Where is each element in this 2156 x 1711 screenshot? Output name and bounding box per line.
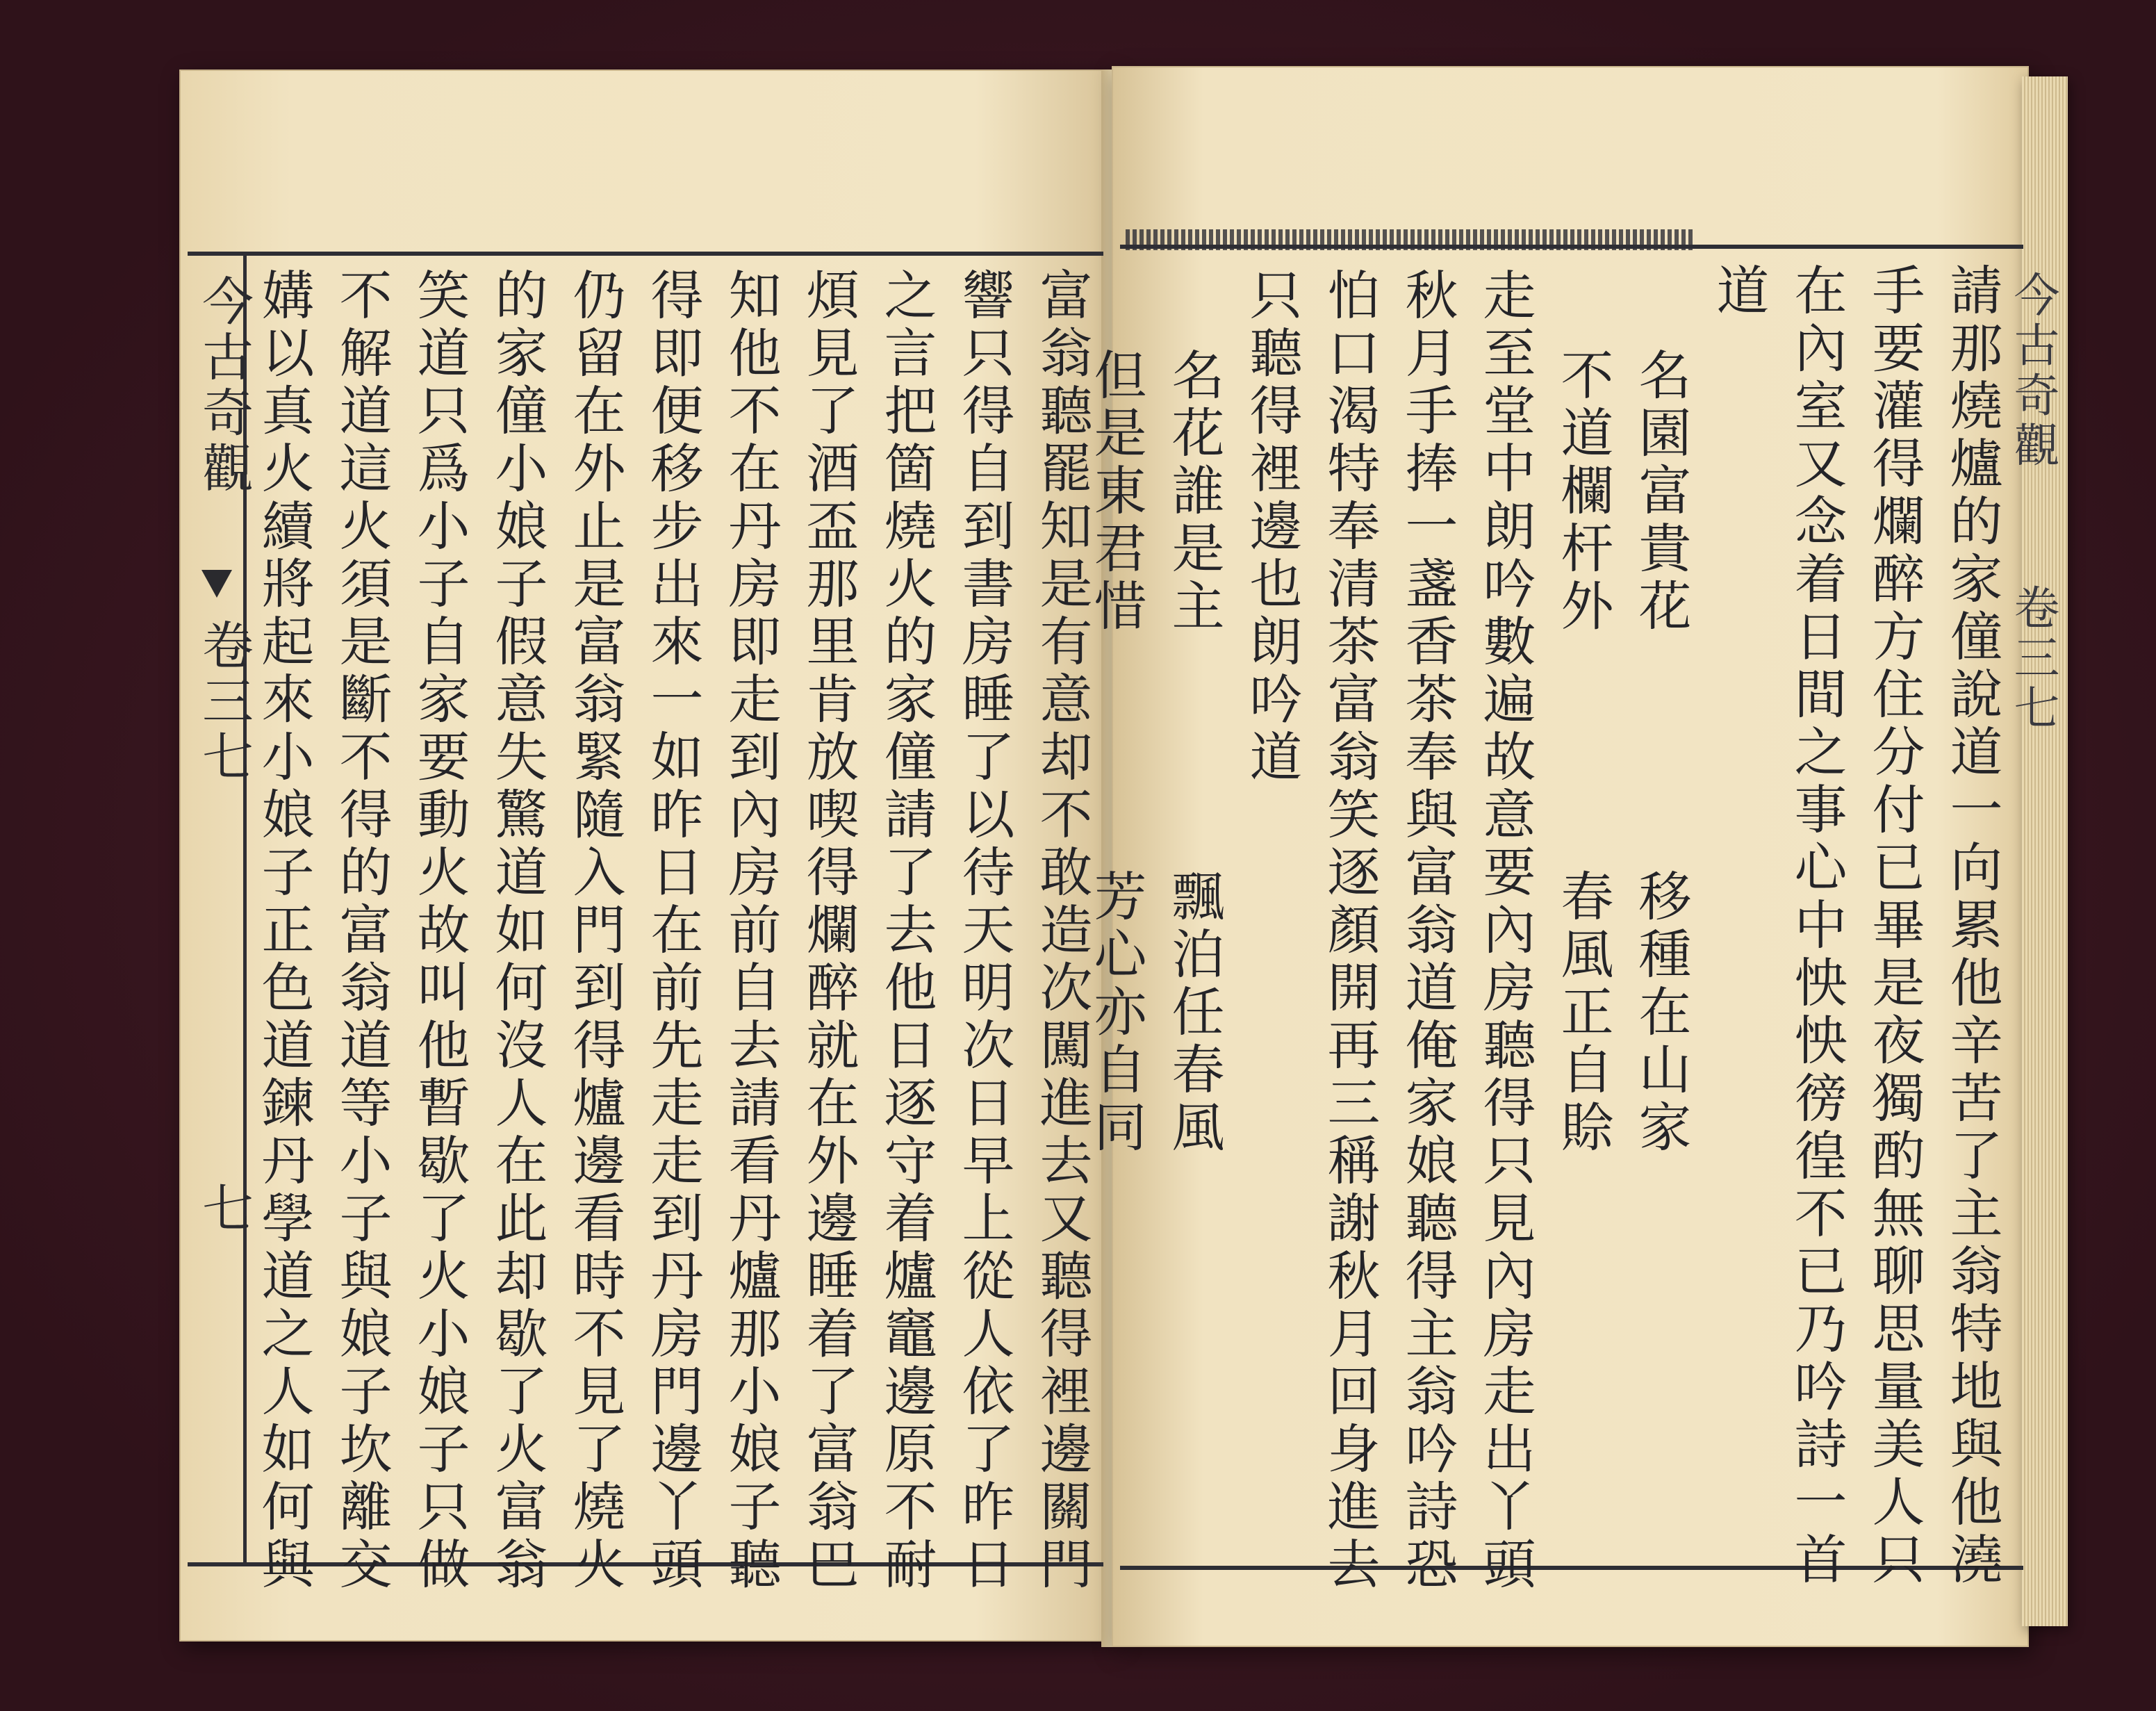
poem-line: 名花誰是主 <box>1163 347 1225 636</box>
poem-line: 但是東君惜 <box>1085 347 1147 636</box>
text-column: 煩見了酒盃那里肯放喫得爛醉就在外邊睡着了富翁巴 <box>798 268 859 1594</box>
poem-line: 不道欄杆外 <box>1552 347 1614 636</box>
text-column: 之言把箇燒火的家僮請了去他日逐守着爐竈邊原不耐 <box>875 268 937 1594</box>
left-margin-volume: 卷三七 <box>194 619 254 785</box>
poem-line: 春風正自賒 <box>1552 869 1614 1157</box>
text-column: 的家僮小娘子假意失驚道如何沒人在此却歇了火富翁 <box>486 268 548 1594</box>
right-margin-volume: 卷三七 <box>2006 584 2059 734</box>
text-column: 怕口渴特奉清茶富翁笑逐顏開再三稱謝秋月回身進去 <box>1319 268 1381 1594</box>
text-column: 仍留在外止是富翁緊隨入門到得爐邊看時不見了燒火 <box>564 268 626 1594</box>
poem-line: 飄泊任春風 <box>1163 869 1225 1157</box>
text-column: 媾以真火續將起來小娘子正色道鍊丹學道之人如何與 <box>253 268 315 1594</box>
text-column: 知他不在丹房即走到內房前自去請看丹爐那小娘子聽 <box>720 268 782 1594</box>
poem-line: 移種在山家 <box>1630 869 1692 1157</box>
poem-line: 名園富貴花 <box>1630 347 1692 636</box>
text-column: 走至堂中朗吟數遍故意要內房聽得只見內房走出丫頭 <box>1474 268 1536 1594</box>
block-edge-smudge <box>1126 229 1695 250</box>
fishtail-mark <box>201 570 232 598</box>
text-column: 富翁聽罷知是有意却不敢造次闖進去又聽得裡邊關門 <box>1031 268 1093 1594</box>
poem-line: 芳心亦自同 <box>1085 869 1147 1157</box>
text-column: 只聽得裡邊也朗吟道 <box>1241 268 1303 787</box>
left-margin-page: 七 <box>194 1181 254 1237</box>
text-column: 道 <box>1708 263 1770 320</box>
text-column: 秋月手捧一盞香茶奉與富翁道俺家娘聽得主翁吟詩恐 <box>1397 268 1458 1594</box>
text-column: 在內室又念着日間之事心中怏怏徬徨不已乃吟詩一首 <box>1786 263 1848 1589</box>
left-margin-title: 今古奇觀 <box>194 275 254 497</box>
text-column: 請那燒爐的家僮說道一向累他辛苦了主翁特地與他澆 <box>1941 263 2003 1589</box>
text-column: 得即便移步出來一如昨日在前先走走到丹房門邊丫頭 <box>642 268 704 1594</box>
text-column: 響只得自到書房睡了以待天明次日早上從人依了昨日 <box>953 268 1015 1594</box>
text-column: 手要灌得爛醉方住分付已畢是夜獨酌無聊思量美人只 <box>1863 263 1925 1589</box>
text-column: 不解道這火須是斷不得的富翁道等小子與娘子坎離交 <box>331 268 393 1594</box>
text-column: 笑道只爲小子自家要動火故叫他暫歇了火小娘子只做 <box>409 268 470 1594</box>
right-margin-title: 今古奇觀 <box>2006 271 2059 471</box>
